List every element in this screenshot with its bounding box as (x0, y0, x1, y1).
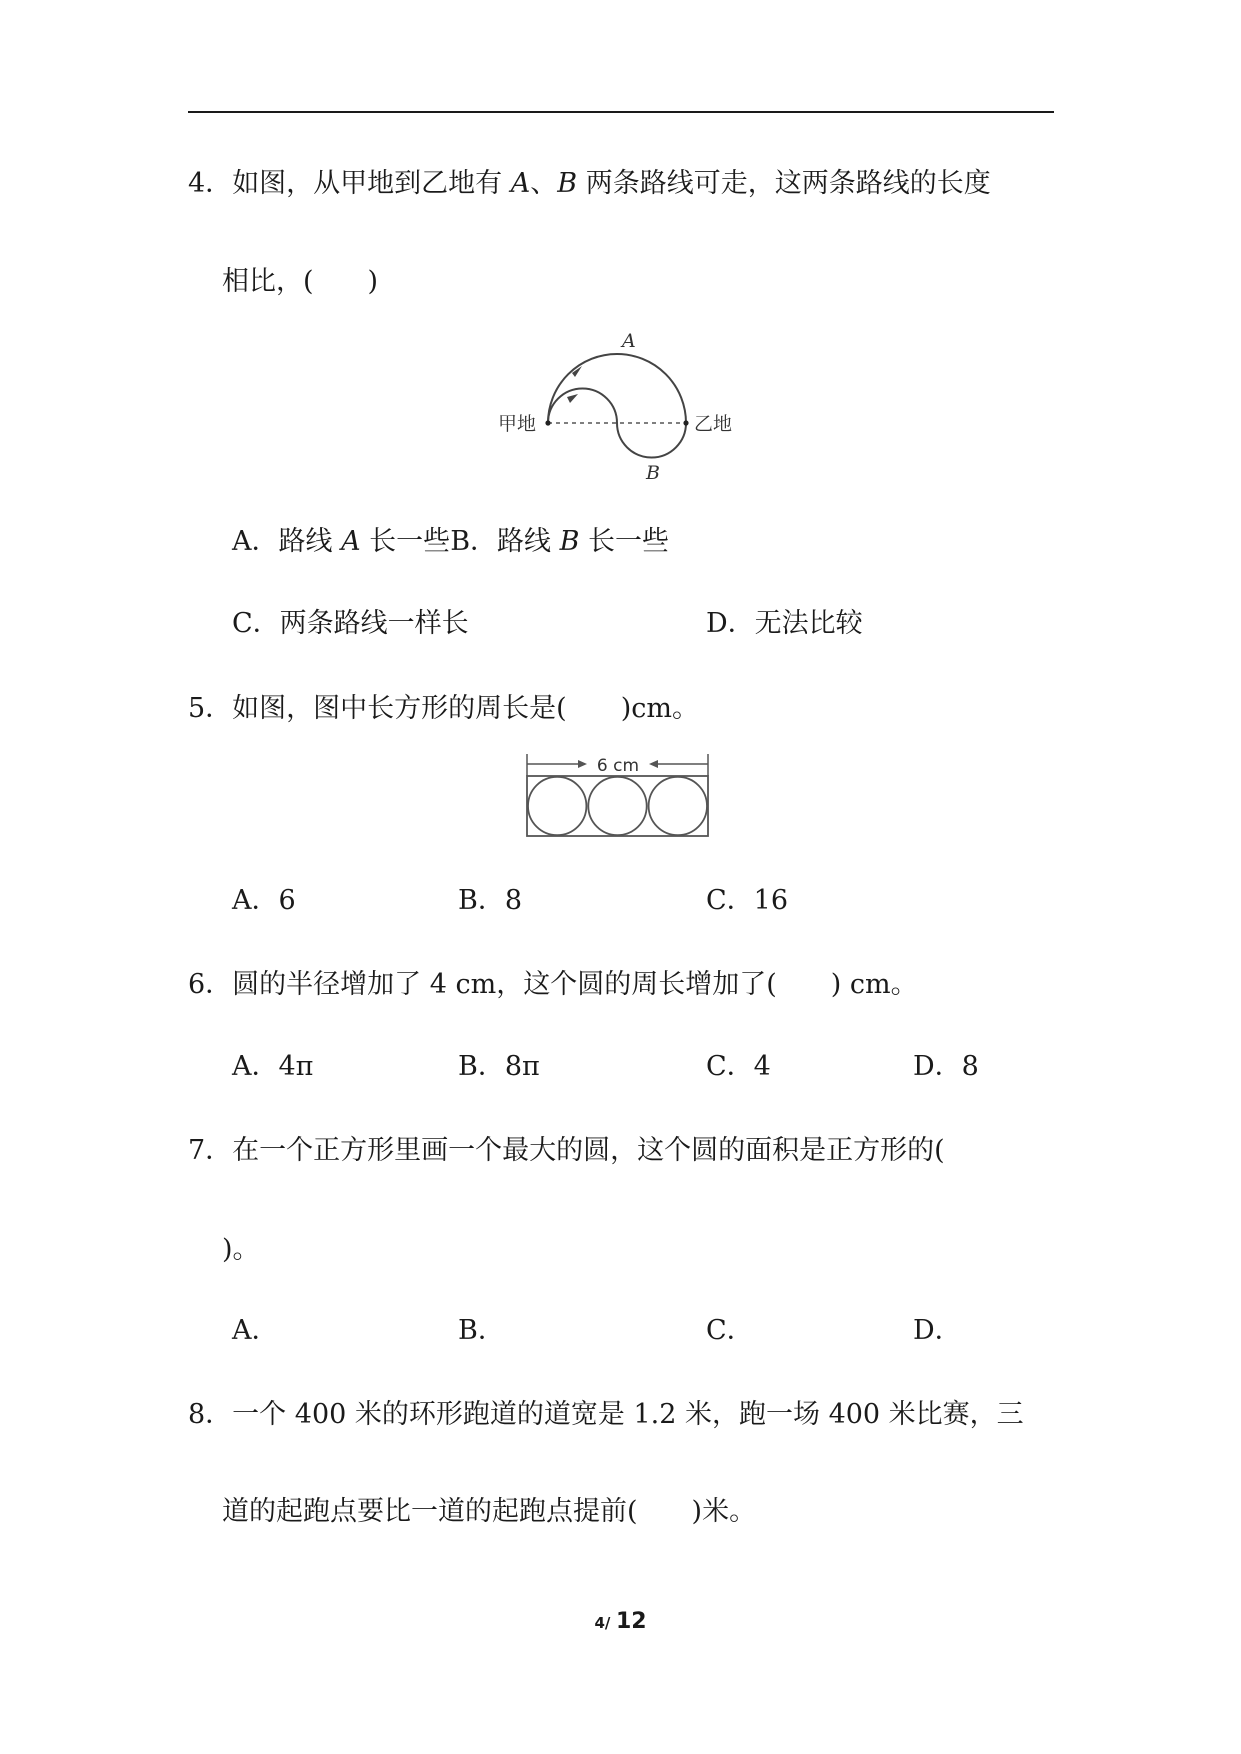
q4-end-dot (683, 420, 688, 425)
q6-option-a[interactable]: A．4π (232, 1051, 314, 1082)
q8-stem-line1: 8．一个 400 米的环形跑道的道宽是 1.2 米，跑一场 400 米比赛，三 (188, 1399, 1024, 1430)
q7-option-d[interactable]: D． (913, 1315, 962, 1346)
q4-route-b: B (557, 168, 578, 199)
q8-stem-line2: 道的起跑点要比一道的起跑点提前( )米。 (222, 1496, 757, 1527)
q4-number: 4． (188, 168, 233, 199)
q5-dimension-label: 6 cm (596, 756, 640, 776)
q4-arc-a-label: A (622, 330, 636, 352)
q7-option-b[interactable]: B． (458, 1315, 505, 1346)
q6-option-c[interactable]: C．4 (706, 1051, 771, 1082)
q5-circle (528, 777, 586, 835)
q5-circle (588, 777, 646, 835)
q6-stem: 6．圆的半径增加了 4 cm，这个圆的周长增加了( ) cm。 (188, 969, 918, 1000)
q6-option-d[interactable]: D．8 (913, 1051, 979, 1082)
header-rule (188, 111, 1054, 113)
q5-circle (649, 777, 707, 835)
q4-option-c[interactable]: C．两条路线一样长 (232, 608, 469, 639)
q7-option-a[interactable]: A． (232, 1315, 279, 1346)
q5-rectangle-figure (525, 752, 715, 840)
q4-end-label: 乙地 (694, 413, 733, 435)
q4-route-figure (490, 325, 750, 490)
q5-option-b[interactable]: B．8 (458, 885, 523, 916)
q4-route-a: A (510, 168, 531, 199)
q4-stem-line1: 4．如图，从甲地到乙地有 A、B 两条路线可走，这两条路线的长度 (188, 168, 991, 199)
q5-stem: 5．如图，图中长方形的周长是( )cm。 (188, 693, 699, 724)
q4-arc-b-label: B (646, 462, 660, 484)
q7-option-c[interactable]: C． (706, 1315, 754, 1346)
q4-arc-a (548, 354, 686, 423)
q7-stem-line2: )。 (222, 1234, 260, 1265)
q5-option-a[interactable]: A．6 (232, 885, 296, 916)
q7-stem-line1: 7．在一个正方形里画一个最大的圆，这个圆的面积是正方形的( (188, 1135, 945, 1166)
q4-arrow-b (567, 394, 578, 403)
q4-option-d[interactable]: D．无法比较 (706, 608, 863, 639)
page-current: 4/ (594, 1614, 611, 1632)
page-number (0, 1609, 1241, 1634)
q4-stem-line2: 相比，( ) (222, 266, 379, 297)
q6-option-b[interactable]: B．8π (458, 1051, 540, 1082)
page-total: 12 (615, 1609, 647, 1634)
q4-option-b[interactable]: B．路线 B 长一些 (450, 526, 670, 557)
q4-start-label: 甲地 (498, 413, 537, 435)
q4-start-dot (545, 420, 550, 425)
q4-option-a[interactable]: A．路线 A 长一些 (232, 526, 451, 557)
q5-option-c[interactable]: C．16 (706, 885, 789, 916)
q5-rectangle (527, 776, 708, 836)
q4-options-ab (232, 524, 669, 560)
